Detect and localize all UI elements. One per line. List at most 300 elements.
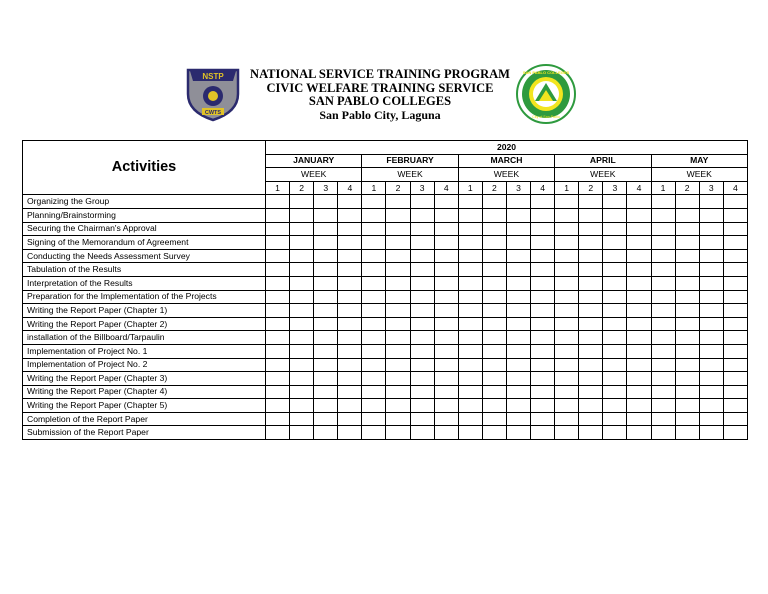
schedule-cell <box>675 412 699 426</box>
schedule-cell <box>362 317 386 331</box>
schedule-cell <box>458 344 482 358</box>
schedule-cell <box>627 276 651 290</box>
schedule-cell <box>555 317 579 331</box>
schedule-cell <box>603 385 627 399</box>
schedule-cell <box>651 263 675 277</box>
schedule-cell <box>603 222 627 236</box>
schedule-cell <box>362 372 386 386</box>
schedule-cell <box>410 290 434 304</box>
week-label: WEEK <box>266 168 362 182</box>
schedule-cell <box>434 344 458 358</box>
schedule-cell <box>627 412 651 426</box>
week-number: 1 <box>266 181 290 195</box>
schedule-cell <box>531 372 555 386</box>
week-number: 1 <box>651 181 675 195</box>
schedule-cell <box>290 290 314 304</box>
schedule-cell <box>434 358 458 372</box>
schedule-cell <box>699 372 723 386</box>
activity-row <box>23 249 748 263</box>
schedule-cell <box>651 208 675 222</box>
schedule-cell <box>290 304 314 318</box>
schedule-cell <box>555 358 579 372</box>
schedule-cell <box>603 399 627 413</box>
schedule-cell <box>675 331 699 345</box>
schedule-cell <box>314 317 338 331</box>
week-number: 3 <box>314 181 338 195</box>
schedule-cell <box>579 249 603 263</box>
schedule-cell <box>362 249 386 263</box>
schedule-cell <box>266 276 290 290</box>
schedule-cell <box>386 344 410 358</box>
nstp-cwts-logo <box>184 64 242 122</box>
schedule-cell <box>555 372 579 386</box>
schedule-cell <box>723 344 747 358</box>
schedule-cell <box>603 249 627 263</box>
schedule-cell <box>506 208 530 222</box>
schedule-cell <box>266 222 290 236</box>
schedule-cell <box>651 372 675 386</box>
schedule-cell <box>410 276 434 290</box>
schedule-cell <box>338 426 362 440</box>
schedule-cell <box>362 358 386 372</box>
schedule-cell <box>482 276 506 290</box>
schedule-cell <box>699 385 723 399</box>
schedule-cell <box>362 344 386 358</box>
month-header: FEBRUARY <box>362 154 458 168</box>
week-number: 4 <box>338 181 362 195</box>
schedule-cell <box>314 236 338 250</box>
schedule-cell <box>506 304 530 318</box>
schedule-cell <box>434 249 458 263</box>
schedule-cell <box>314 358 338 372</box>
schedule-cell <box>675 236 699 250</box>
schedule-cell <box>699 249 723 263</box>
schedule-cell <box>675 317 699 331</box>
schedule-cell <box>482 208 506 222</box>
schedule-cell <box>723 290 747 304</box>
schedule-cell <box>290 263 314 277</box>
schedule-cell <box>651 222 675 236</box>
schedule-cell <box>434 412 458 426</box>
schedule-cell <box>675 195 699 209</box>
schedule-cell <box>410 208 434 222</box>
schedule-cell <box>723 358 747 372</box>
schedule-cell <box>386 331 410 345</box>
schedule-cell <box>531 304 555 318</box>
schedule-cell <box>410 304 434 318</box>
schedule-cell <box>627 195 651 209</box>
activity-name: Writing the Report Paper (Chapter 2) <box>23 317 266 331</box>
activity-row <box>23 290 748 304</box>
schedule-cell <box>651 276 675 290</box>
schedule-cell <box>482 249 506 263</box>
schedule-cell <box>290 412 314 426</box>
week-number: 1 <box>555 181 579 195</box>
schedule-cell <box>410 399 434 413</box>
schedule-cell <box>458 412 482 426</box>
schedule-cell <box>627 372 651 386</box>
schedule-cell <box>314 249 338 263</box>
schedule-cell <box>458 276 482 290</box>
schedule-cell <box>555 290 579 304</box>
schedule-cell <box>627 222 651 236</box>
schedule-cell <box>627 263 651 277</box>
schedule-cell <box>338 236 362 250</box>
schedule-cell <box>579 236 603 250</box>
schedule-cell <box>531 263 555 277</box>
schedule-cell <box>386 208 410 222</box>
schedule-cell <box>506 372 530 386</box>
activity-name: Submission of the Report Paper <box>23 426 266 440</box>
schedule-cell <box>458 372 482 386</box>
schedule-cell <box>627 344 651 358</box>
schedule-cell <box>579 222 603 236</box>
activity-name: Signing of the Memorandum of Agreement <box>23 236 266 250</box>
schedule-cell <box>434 399 458 413</box>
schedule-cell <box>290 249 314 263</box>
schedule-cell <box>290 385 314 399</box>
week-number: 4 <box>434 181 458 195</box>
activity-row <box>23 222 748 236</box>
schedule-cell <box>723 372 747 386</box>
schedule-cell <box>651 236 675 250</box>
schedule-cell <box>314 208 338 222</box>
header-program: NATIONAL SERVICE TRAINING PROGRAM <box>250 67 510 81</box>
activity-name: Securing the Chairman's Approval <box>23 222 266 236</box>
schedule-cell <box>651 426 675 440</box>
schedule-cell <box>627 358 651 372</box>
schedule-cell <box>458 399 482 413</box>
week-number: 4 <box>723 181 747 195</box>
schedule-cell <box>555 426 579 440</box>
schedule-cell <box>482 412 506 426</box>
schedule-cell <box>579 208 603 222</box>
schedule-cell <box>386 426 410 440</box>
schedule-cell <box>266 236 290 250</box>
schedule-cell <box>362 426 386 440</box>
schedule-cell <box>555 263 579 277</box>
schedule-cell <box>290 358 314 372</box>
schedule-cell <box>675 358 699 372</box>
schedule-cell <box>458 426 482 440</box>
svg-text:CWTS: CWTS <box>204 110 222 116</box>
schedule-cell <box>386 399 410 413</box>
schedule-cell <box>723 222 747 236</box>
schedule-cell <box>506 236 530 250</box>
schedule-cell <box>603 344 627 358</box>
schedule-cell <box>314 399 338 413</box>
schedule-cell <box>410 317 434 331</box>
schedule-cell <box>723 276 747 290</box>
schedule-cell <box>675 344 699 358</box>
schedule-cell <box>675 263 699 277</box>
schedule-cell <box>362 385 386 399</box>
schedule-cell <box>434 317 458 331</box>
schedule-cell <box>531 290 555 304</box>
schedule-cell <box>506 195 530 209</box>
schedule-cell <box>362 222 386 236</box>
schedule-cell <box>386 249 410 263</box>
schedule-cell <box>531 208 555 222</box>
schedule-cell <box>458 290 482 304</box>
schedule-cell <box>290 331 314 345</box>
schedule-cell <box>482 331 506 345</box>
schedule-cell <box>434 236 458 250</box>
schedule-cell <box>675 276 699 290</box>
activity-row <box>23 317 748 331</box>
schedule-cell <box>699 276 723 290</box>
schedule-cell <box>338 372 362 386</box>
week-number: 1 <box>362 181 386 195</box>
schedule-cell <box>603 208 627 222</box>
schedule-cell <box>723 317 747 331</box>
schedule-cell <box>603 263 627 277</box>
schedule-cell <box>651 249 675 263</box>
schedule-cell <box>699 358 723 372</box>
schedule-cell <box>506 276 530 290</box>
schedule-cell <box>531 412 555 426</box>
schedule-cell <box>386 372 410 386</box>
schedule-cell <box>579 385 603 399</box>
schedule-cell <box>506 249 530 263</box>
week-label: WEEK <box>651 168 748 182</box>
schedule-cell <box>506 331 530 345</box>
schedule-cell <box>338 317 362 331</box>
schedule-cell <box>555 249 579 263</box>
schedule-cell <box>410 372 434 386</box>
schedule-cell <box>314 385 338 399</box>
schedule-cell <box>434 208 458 222</box>
schedule-cell <box>458 222 482 236</box>
san-pablo-colleges-seal <box>515 63 577 125</box>
schedule-cell <box>362 412 386 426</box>
schedule-cell <box>410 358 434 372</box>
schedule-cell <box>386 385 410 399</box>
schedule-cell <box>266 399 290 413</box>
schedule-cell <box>531 344 555 358</box>
schedule-cell <box>434 372 458 386</box>
schedule-cell <box>675 372 699 386</box>
schedule-cell <box>314 195 338 209</box>
schedule-cell <box>531 331 555 345</box>
activity-name: Organizing the Group <box>23 195 266 209</box>
schedule-cell <box>410 236 434 250</box>
activity-name: Conducting the Needs Assessment Survey <box>23 249 266 263</box>
schedule-cell <box>482 317 506 331</box>
month-header: MARCH <box>458 154 554 168</box>
schedule-cell <box>290 208 314 222</box>
month-header: JANUARY <box>266 154 362 168</box>
schedule-cell <box>603 290 627 304</box>
schedule-cell <box>386 290 410 304</box>
schedule-cell <box>506 358 530 372</box>
schedule-cell <box>314 372 338 386</box>
schedule-cell <box>555 276 579 290</box>
week-number: 2 <box>386 181 410 195</box>
schedule-cell <box>482 222 506 236</box>
schedule-cell <box>651 358 675 372</box>
schedule-cell <box>362 276 386 290</box>
schedule-cell <box>410 344 434 358</box>
schedule-cell <box>627 399 651 413</box>
activity-name: Interpretation of the Results <box>23 276 266 290</box>
schedule-cell <box>434 385 458 399</box>
schedule-cell <box>458 317 482 331</box>
activity-name: Preparation for the Implementation of the Projects <box>23 290 266 304</box>
schedule-cell <box>266 358 290 372</box>
header-school: SAN PABLO COLLEGES <box>308 94 452 109</box>
schedule-cell <box>627 290 651 304</box>
schedule-cell <box>651 399 675 413</box>
schedule-cell <box>338 222 362 236</box>
schedule-cell <box>699 331 723 345</box>
schedule-cell <box>266 304 290 318</box>
schedule-cell <box>579 344 603 358</box>
activity-name: Planning/Brainstorming <box>23 208 266 222</box>
schedule-cell <box>266 290 290 304</box>
schedule-cell <box>627 385 651 399</box>
activity-name: Writing the Report Paper (Chapter 5) <box>23 399 266 413</box>
schedule-cell <box>723 331 747 345</box>
year-header: 2020 <box>266 141 748 155</box>
schedule-cell <box>482 372 506 386</box>
week-number: 2 <box>290 181 314 195</box>
schedule-cell <box>482 304 506 318</box>
schedule-cell <box>579 276 603 290</box>
schedule-cell <box>579 372 603 386</box>
schedule-cell <box>410 222 434 236</box>
schedule-cell <box>675 222 699 236</box>
schedule-cell <box>482 426 506 440</box>
schedule-cell <box>506 317 530 331</box>
schedule-cell <box>482 263 506 277</box>
schedule-cell <box>386 236 410 250</box>
schedule-cell <box>266 263 290 277</box>
schedule-cell <box>458 385 482 399</box>
schedule-cell <box>338 276 362 290</box>
schedule-cell <box>531 195 555 209</box>
schedule-cell <box>434 263 458 277</box>
schedule-cell <box>362 236 386 250</box>
schedule-cell <box>482 236 506 250</box>
schedule-cell <box>506 412 530 426</box>
schedule-cell <box>506 222 530 236</box>
schedule-cell <box>627 236 651 250</box>
activities-header: Activities <box>23 141 266 195</box>
schedule-cell <box>506 344 530 358</box>
schedule-cell <box>290 399 314 413</box>
schedule-cell <box>362 195 386 209</box>
week-number: 2 <box>482 181 506 195</box>
document-header <box>246 68 514 122</box>
schedule-cell <box>723 426 747 440</box>
week-number: 4 <box>531 181 555 195</box>
schedule-cell <box>458 236 482 250</box>
schedule-cell <box>386 276 410 290</box>
schedule-cell <box>603 331 627 345</box>
schedule-cell <box>651 290 675 304</box>
schedule-cell <box>314 222 338 236</box>
schedule-cell <box>579 331 603 345</box>
activity-row <box>23 208 748 222</box>
schedule-cell <box>675 426 699 440</box>
schedule-cell <box>338 208 362 222</box>
schedule-cell <box>458 263 482 277</box>
schedule-cell <box>506 426 530 440</box>
schedule-cell <box>386 412 410 426</box>
schedule-cell <box>410 195 434 209</box>
schedule-cell <box>555 236 579 250</box>
activity-row <box>23 263 748 277</box>
schedule-cell <box>651 385 675 399</box>
schedule-cell <box>555 412 579 426</box>
schedule-cell <box>579 412 603 426</box>
activity-name: Writing the Report Paper (Chapter 1) <box>23 304 266 318</box>
schedule-cell <box>723 249 747 263</box>
schedule-cell <box>266 195 290 209</box>
schedule-cell <box>651 344 675 358</box>
schedule-cell <box>627 331 651 345</box>
activity-row <box>23 399 748 413</box>
schedule-cell <box>386 317 410 331</box>
schedule-cell <box>555 385 579 399</box>
schedule-cell <box>627 208 651 222</box>
activity-name: Writing the Report Paper (Chapter 3) <box>23 372 266 386</box>
schedule-cell <box>531 385 555 399</box>
schedule-cell <box>290 276 314 290</box>
schedule-cell <box>290 222 314 236</box>
schedule-cell <box>314 331 338 345</box>
schedule-cell <box>627 249 651 263</box>
schedule-cell <box>362 263 386 277</box>
schedule-cell <box>434 304 458 318</box>
schedule-cell <box>699 263 723 277</box>
schedule-cell <box>482 290 506 304</box>
schedule-cell <box>290 344 314 358</box>
schedule-cell <box>506 290 530 304</box>
schedule-cell <box>338 290 362 304</box>
schedule-cell <box>675 385 699 399</box>
schedule-cell <box>699 344 723 358</box>
schedule-cell <box>723 412 747 426</box>
schedule-cell <box>434 426 458 440</box>
schedule-cell <box>338 344 362 358</box>
schedule-cell <box>699 412 723 426</box>
schedule-cell <box>386 304 410 318</box>
schedule-cell <box>362 208 386 222</box>
schedule-cell <box>723 263 747 277</box>
schedule-cell <box>290 236 314 250</box>
activity-name: Completion of the Report Paper <box>23 412 266 426</box>
week-number: 1 <box>458 181 482 195</box>
schedule-cell <box>651 331 675 345</box>
schedule-cell <box>723 195 747 209</box>
schedule-cell <box>579 426 603 440</box>
week-number: 2 <box>675 181 699 195</box>
schedule-cell <box>290 195 314 209</box>
schedule-cell <box>434 331 458 345</box>
schedule-cell <box>314 426 338 440</box>
schedule-cell <box>699 399 723 413</box>
schedule-cell <box>434 276 458 290</box>
schedule-cell <box>338 304 362 318</box>
schedule-cell <box>723 304 747 318</box>
schedule-cell <box>675 249 699 263</box>
schedule-cell <box>314 304 338 318</box>
schedule-cell <box>410 331 434 345</box>
schedule-cell <box>338 249 362 263</box>
schedule-cell <box>579 399 603 413</box>
